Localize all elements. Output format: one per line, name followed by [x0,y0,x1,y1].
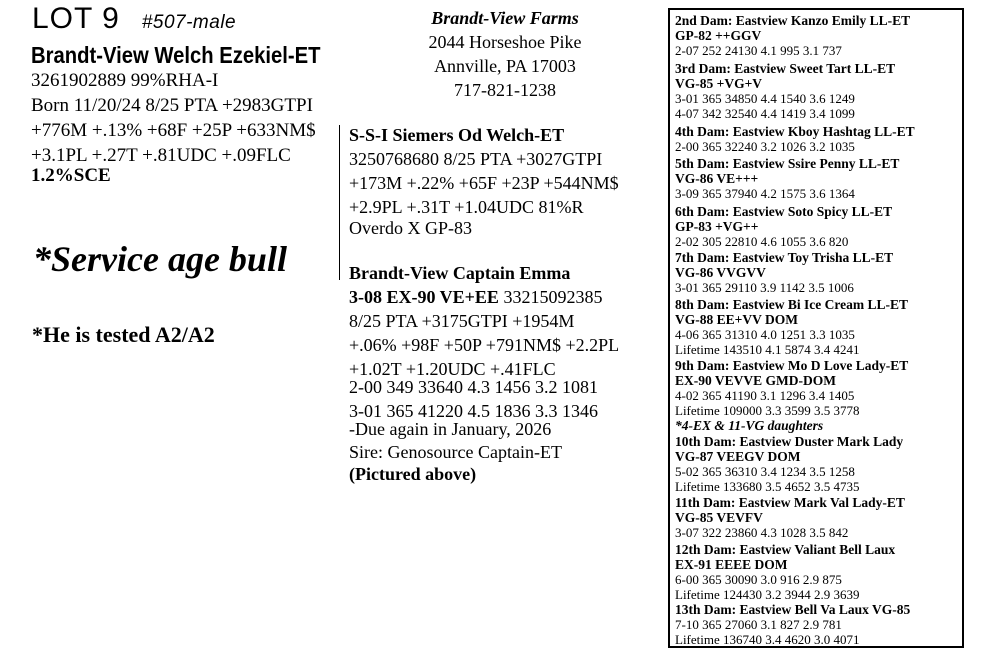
dam-8-lifetime: Lifetime 143510 4.1 5874 3.4 4241 [675,342,860,357]
sire-line-3: +2.9PL +.31T +1.04UDC 81%R [349,197,584,217]
dam-11-title: 11th Dam: Eastview Mark Val Lady-ET [675,495,905,510]
dam-4-title: 4th Dam: Eastview Kboy Hashtag LL-ET [675,124,915,139]
dam-12-record: 6-00 365 30090 3.0 916 2.9 875 [675,572,842,587]
dam-13-title: 13th Dam: Eastview Bell Va Laux VG-85 [675,602,911,617]
dam-6-class: GP-83 +VG++ [675,219,759,234]
sire-line-4: Overdo X GP-83 [349,218,472,238]
farm-name: Brandt-View Farms [431,8,579,28]
dam-10-title: 10th Dam: Eastview Duster Mark Lady [675,434,904,449]
dam-7 [675,250,893,295]
dam-13 [675,602,910,647]
farm-address-2: Annville, PA 17003 [434,56,576,76]
dam-8-record: 4-06 365 31310 4.0 1251 3.3 1035 [675,327,855,342]
dam-6 [675,204,892,249]
dam-11 [675,495,905,540]
bull-sce: 1.2%SCE [31,165,111,186]
dam-2-record: 2-07 252 24130 4.1 995 3.1 737 [675,43,842,58]
dam-line-3: +1.02T +1.20UDC +.41FLC [349,359,556,379]
dam-13-lifetime: Lifetime 136740 3.4 4620 3.0 4071 [675,632,860,647]
sire-line-1: 3250768680 8/25 PTA +3027GTPI [349,149,603,169]
farm-header [410,6,600,102]
dam-3-class: VG-85 +VG+V [675,76,763,91]
dam-6-record: 2-02 305 22810 4.6 1055 3.6 820 [675,234,849,249]
dam-record-2: 3-01 365 41220 4.5 1836 3.3 1346 [349,401,598,421]
dam-11-record: 3-07 322 23860 4.3 1028 3.5 842 [675,525,849,540]
dam-7-record: 3-01 365 29110 3.9 1142 3.5 1006 [675,280,854,295]
dam-12-lifetime: Lifetime 124430 3.2 3944 2.9 3639 [675,587,860,602]
dam-12 [675,542,895,602]
a2-note: *He is tested A2/A2 [32,322,215,347]
dam-registration: 33215092385 [498,287,603,307]
dam-line-2: +.06% +98F +50P +791NM$ +2.2PL [349,335,620,355]
farm-address-1: 2044 Horseshoe Pike [428,32,582,52]
dam-12-title: 12th Dam: Eastview Valiant Bell Laux [675,542,896,557]
dam-name: Brandt-View Captain Emma [349,263,571,283]
sire-name: S-S-I Siemers Od Welch-ET [349,125,565,145]
dam-4 [675,124,915,154]
dam-9-title: 9th Dam: Eastview Mo D Love Lady-ET [675,358,909,373]
dam-11-class: VG-85 VEVFV [675,510,763,525]
dam-2-title: 2nd Dam: Eastview Kanzo Emily LL-ET [675,13,911,28]
dam-3 [675,61,895,121]
column-divider [339,125,340,280]
lot-label: LOT 9 [32,2,120,35]
dam-10-class: VG-87 VEEGV DOM [675,449,801,464]
farm-phone: 717-821-1238 [454,80,556,100]
dam-6-title: 6th Dam: Eastview Soto Spicy LL-ET [675,204,893,219]
dam-10-lifetime: Lifetime 133680 3.5 4652 3.5 4735 [675,479,860,494]
bull-registration: 3261902889 99%RHA-I [31,70,219,91]
dam-10 [675,434,903,494]
sire-line-2: +173M +.22% +65F +23P +544NM$ [349,173,619,193]
dam-classification: 3-08 EX-90 VE+EE [349,287,499,307]
dam-record-1: 2-00 349 33640 4.3 1456 3.2 1081 [349,377,598,397]
dam-due-date: -Due again in January, 2026 [349,419,552,439]
dam-class-line [349,285,602,309]
dam-7-class: VG-86 VVGVV [675,265,766,280]
dam-8 [675,297,908,357]
service-age-note: *Service age bull [33,239,287,279]
dam-3-record-1: 3-01 365 34850 4.4 1540 3.6 1249 [675,91,855,106]
bull-proof-line: +776M +.13% +68F +25P +633NM$ [31,120,316,141]
dam-13-record: 7-10 365 27060 3.1 827 2.9 781 [675,617,842,632]
dam-7-title: 7th Dam: Eastview Toy Trisha LL-ET [675,250,894,265]
dam-line-1: 8/25 PTA +3175GTPI +1954M [349,311,575,331]
dam-5-title: 5th Dam: Eastview Ssire Penny LL-ET [675,156,900,171]
dam-sire: Sire: Genosource Captain-ET [349,442,562,462]
pictured-note: (Pictured above) [349,464,477,484]
dam-2 [675,13,910,58]
dam-8-title: 8th Dam: Eastview Bi Ice Cream LL-ET [675,297,908,312]
dam-12-class: EX-91 EEEE DOM [675,557,788,572]
lot-title [32,2,236,36]
dam-3-record-2: 4-07 342 32540 4.4 1419 3.4 1099 [675,106,855,121]
dam-10-record: 5-02 365 36310 3.4 1234 3.5 1258 [675,464,855,479]
bull-proof-line-2: +3.1PL +.27T +.81UDC +.09FLC [31,145,291,166]
dam-5-class: VG-86 VE+++ [675,171,759,186]
dam-9 [675,358,908,433]
dam-2-class: GP-82 ++GGV [675,28,762,43]
bull-born-line: Born 11/20/24 8/25 PTA +2983GTPI [31,95,313,116]
dam-9-record: 4-02 365 41190 3.1 1296 3.4 1405 [675,388,855,403]
dam-9-note: *4-EX & 11-VG daughters [675,418,824,433]
dam-8-class: VG-88 EE+VV DOM [675,312,798,327]
lot-number: #507-male [141,12,237,33]
dam-4-record: 2-00 365 32240 3.2 1026 3.2 1035 [675,139,855,154]
dam-5 [675,156,899,201]
dam-9-lifetime: Lifetime 109000 3.3 3599 3.5 3778 [675,403,860,418]
dam-5-record: 3-09 365 37940 4.2 1575 3.6 1364 [675,186,855,201]
bull-name: Brandt-View Welch Ezekiel-ET [31,42,321,68]
dam-9-class: EX-90 VEVVE GMD-DOM [675,373,836,388]
dam-3-title: 3rd Dam: Eastview Sweet Tart LL-ET [675,61,896,76]
